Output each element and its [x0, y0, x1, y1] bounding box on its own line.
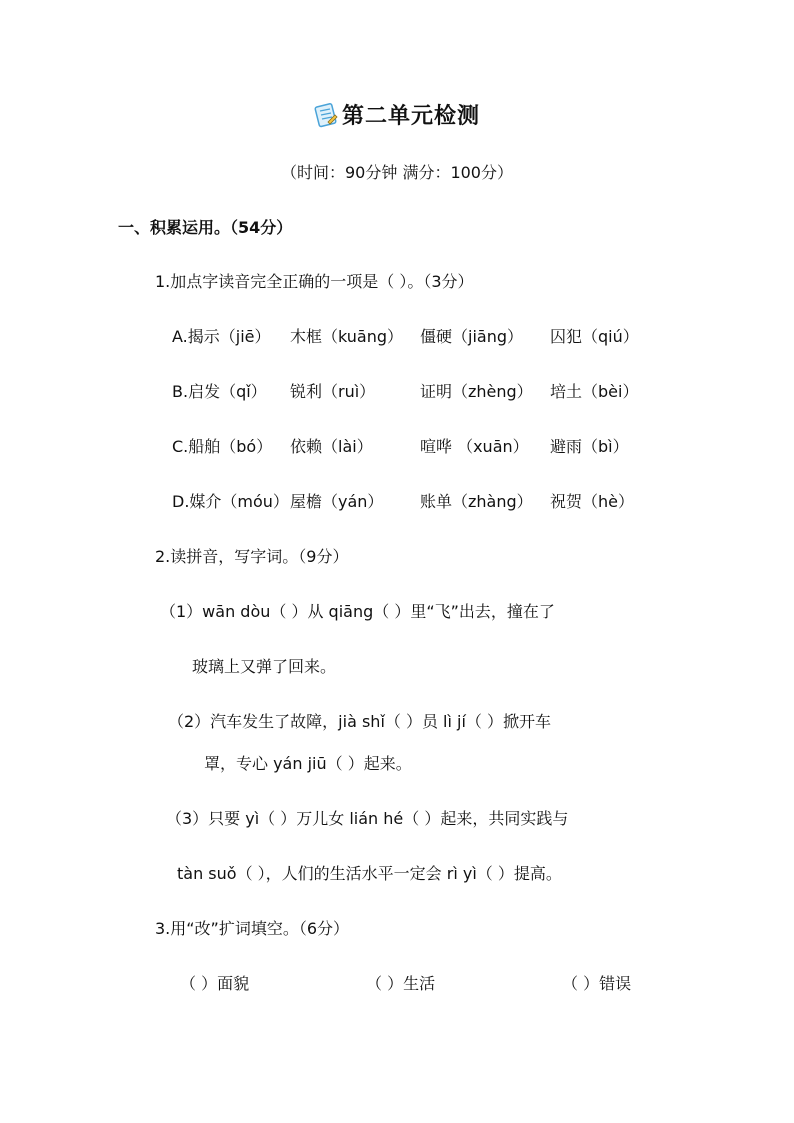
option-row-b [172, 381, 638, 403]
question-2-part-2-cont: 罩，专心 yán jiū（ ）起来。 [204, 754, 412, 773]
option-cell: C.船舶（bó） [172, 437, 273, 456]
option-cell: 避雨（bì） [550, 437, 629, 456]
section-heading: 一、积累运用。（54分） [118, 218, 293, 237]
option-cell: B.启发（qǐ） [172, 382, 267, 401]
question-3-stem: 3.用“改”扩词填空。（6分） [155, 919, 350, 938]
page-title [0, 102, 794, 137]
exam-info: （时间：90分钟 满分：100分） [281, 163, 513, 182]
question-2-part-3-cont: tàn suǒ（ ），人们的生活水平一定会 rì yì（ ）提高。 [177, 864, 562, 883]
option-row-a [172, 326, 639, 348]
question-2-part-3: （3）只要 yì（ ）万儿女 lián hé（ ）起来，共同实践与 [166, 809, 569, 828]
option-cell: 锐利（ruì） [290, 382, 376, 401]
option-cell: 证明（zhèng） [420, 382, 533, 401]
question-2-part-1: （1）wān dòu（ ）从 qiāng（ ）里“飞”出去，撞在了 [160, 602, 555, 621]
option-cell: A.揭示（jiē） [172, 327, 271, 346]
question-2-part-2: （2）汽车发生了故障，jià shǐ（ ）员 lì jí（ ）掀开车 [168, 712, 552, 731]
fill-blank: （ ）错误 [562, 974, 632, 993]
question-1-stem: 1.加点字读音完全正确的一项是（ ）。（3分） [155, 272, 474, 291]
option-cell: 祝贺（hè） [550, 492, 634, 511]
option-cell: 木框（kuāng） [290, 327, 404, 346]
option-cell: 僵硬（jiāng） [420, 327, 523, 346]
option-cell: D.媒介（móu） [172, 492, 289, 511]
option-cell: 依赖（lài） [290, 437, 373, 456]
question-2-stem: 2.读拼音，写字词。（9分） [155, 547, 349, 566]
option-cell: 喧哗 （xuān） [420, 437, 529, 456]
title-text: 第二单元检测 [341, 104, 480, 129]
option-row-c [172, 436, 629, 458]
option-cell: 屋檐（yán） [290, 492, 384, 511]
fill-blank: （ ）面貌 [180, 974, 250, 993]
question-2-part-1-cont: 玻璃上又弹了回来。 [192, 657, 337, 676]
option-cell: 账单（zhàng） [420, 492, 533, 511]
option-cell: 培土（bèi） [550, 382, 639, 401]
option-cell: 囚犯（qiú） [550, 327, 639, 346]
option-row-d [172, 491, 634, 513]
notebook-icon [314, 102, 338, 137]
fill-blank: （ ）生活 [366, 974, 436, 993]
